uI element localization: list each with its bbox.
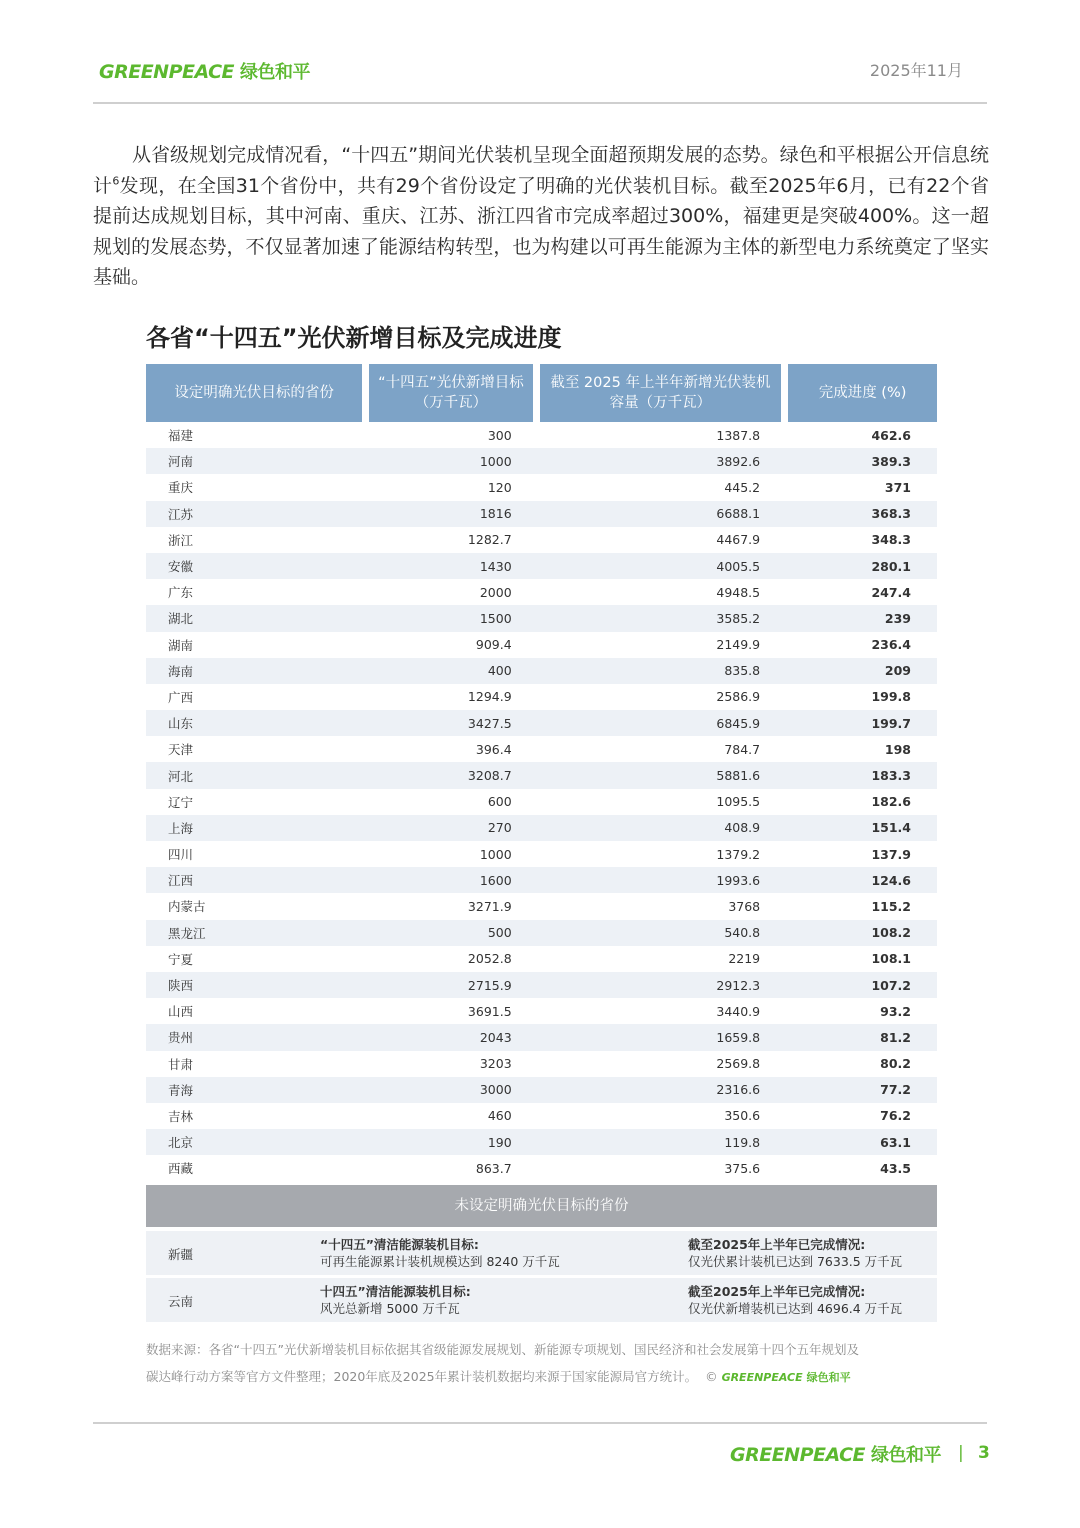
target-cell: 3000 (369, 1077, 539, 1103)
province-cell: 江西 (146, 867, 369, 893)
table-row (146, 579, 937, 605)
province-cell: 四川 (146, 841, 369, 867)
table-row (146, 946, 937, 972)
target-cell: 909.4 (369, 632, 539, 658)
paragraph-text-2: 发现，在全国31个省份中，共有29个省份设定了明确的光伏装机目标。截至2025年6月，已有22个省提前达成规划目标，其中河南、重庆、江苏、浙江四省市完成率超过300%，福建更是突破400%。这一超规划的发展态势，不仅显著加速了能源结构转型，也为构建以可再生能源为主体的新型电力系统奠定了坚实基础。 (93, 174, 989, 288)
source-line-1: 数据来源：各省“十四五”光伏新增装机目标依据其省级能源发展规划、新能源专项规划、国民经济和社会发展第十四个五年规划及 (146, 1342, 859, 1357)
footer-logo-cn: 绿色和平 (871, 1445, 942, 1466)
province-cell: 海南 (146, 658, 369, 684)
province-cell: 湖北 (146, 605, 369, 631)
installed-cell: 6688.1 (540, 501, 788, 527)
installed-cell: 3892.6 (540, 448, 788, 474)
province-cell: 青海 (146, 1077, 369, 1103)
installed-cell: 2219 (540, 946, 788, 972)
unset-row-yunnan (146, 1278, 937, 1322)
target-cell: 460 (369, 1103, 539, 1129)
installed-cell: 3768 (540, 893, 788, 919)
installed-cell: 3585.2 (540, 605, 788, 631)
target-cell: 396.4 (369, 736, 539, 762)
table-row (146, 1103, 937, 1129)
table-row (146, 658, 937, 684)
col-header-text: 完成进度 (%) (818, 385, 907, 401)
province-cell: 山东 (146, 710, 369, 736)
province-cell: 浙江 (146, 527, 369, 553)
province-cell: 广西 (146, 684, 369, 710)
progress-cell: 389.3 (788, 448, 937, 474)
logo-cn: 绿色和平 (240, 62, 311, 83)
installed-cell: 350.6 (540, 1103, 788, 1129)
unset-target (320, 1283, 471, 1317)
target-cell: 1600 (369, 867, 539, 893)
target-cell: 270 (369, 815, 539, 841)
data-source-note (146, 1336, 946, 1391)
table-row (146, 893, 937, 919)
target-cell: 300 (369, 422, 539, 448)
target-cell: 120 (369, 474, 539, 500)
progress-cell: 280.1 (788, 553, 937, 579)
unset-status (688, 1283, 902, 1317)
table-row (146, 527, 937, 553)
unset-province: 新疆 (168, 1247, 194, 1262)
installed-cell: 2569.8 (540, 1051, 788, 1077)
col-header-province (146, 364, 369, 422)
progress-cell: 199.7 (788, 710, 937, 736)
unset-target-text: 风光总新增 5000 万千瓦 (320, 1301, 460, 1316)
unset-provinces-header: 未设定明确光伏目标的省份 (146, 1185, 937, 1227)
unset-status-title: 截至2025年上半年已完成情况: (688, 1237, 866, 1252)
installed-cell: 4005.5 (540, 553, 788, 579)
progress-cell: 80.2 (788, 1051, 937, 1077)
province-cell: 山西 (146, 998, 369, 1024)
installed-cell: 784.7 (540, 736, 788, 762)
target-cell: 1500 (369, 605, 539, 631)
progress-cell: 124.6 (788, 867, 937, 893)
table-row (146, 422, 937, 448)
progress-cell: 63.1 (788, 1129, 937, 1155)
target-cell: 1816 (369, 501, 539, 527)
table-row (146, 972, 937, 998)
mini-greenpeace-logo (722, 1371, 851, 1384)
province-cell: 广东 (146, 579, 369, 605)
table-row (146, 684, 937, 710)
footer-separator: | (958, 1443, 964, 1463)
table-row (146, 920, 937, 946)
province-cell: 内蒙古 (146, 893, 369, 919)
target-cell: 1294.9 (369, 684, 539, 710)
table-row (146, 867, 937, 893)
target-cell: 400 (369, 658, 539, 684)
progress-cell: 137.9 (788, 841, 937, 867)
unset-target-text: 可再生能源累计装机规模达到 8240 万千瓦 (320, 1254, 560, 1269)
target-cell: 3271.9 (369, 893, 539, 919)
progress-cell: 108.2 (788, 920, 937, 946)
target-cell: 2000 (369, 579, 539, 605)
province-cell: 北京 (146, 1129, 369, 1155)
progress-cell: 43.5 (788, 1155, 937, 1181)
installed-cell: 540.8 (540, 920, 788, 946)
unset-province: 云南 (168, 1294, 194, 1309)
table-row (146, 632, 937, 658)
target-cell: 500 (369, 920, 539, 946)
progress-cell: 239 (788, 605, 937, 631)
col-header-text: 截至 2025 年上半年新增光伏装机 (550, 375, 771, 391)
target-cell: 3203 (369, 1051, 539, 1077)
table-row (146, 553, 937, 579)
progress-cell: 236.4 (788, 632, 937, 658)
installed-cell: 6845.9 (540, 710, 788, 736)
table-row (146, 1129, 937, 1155)
col-header-text: “十四五”光伏新增目标 (378, 375, 524, 391)
progress-cell: 151.4 (788, 815, 937, 841)
footnote-marker[interactable]: 6 (112, 174, 120, 188)
target-cell: 3427.5 (369, 710, 539, 736)
installed-cell: 4948.5 (540, 579, 788, 605)
province-cell: 福建 (146, 422, 369, 448)
table-row (146, 815, 937, 841)
target-cell: 2052.8 (369, 946, 539, 972)
progress-cell: 115.2 (788, 893, 937, 919)
target-cell: 2715.9 (369, 972, 539, 998)
province-cell: 河北 (146, 762, 369, 788)
progress-cell: 76.2 (788, 1103, 937, 1129)
progress-cell: 368.3 (788, 501, 937, 527)
province-cell: 天津 (146, 736, 369, 762)
installed-cell: 835.8 (540, 658, 788, 684)
table-row (146, 998, 937, 1024)
table-row (146, 736, 937, 762)
installed-cell: 119.8 (540, 1129, 788, 1155)
province-progress-table (146, 364, 937, 1181)
province-cell: 贵州 (146, 1024, 369, 1050)
logo-en: GREENPEACE (99, 61, 235, 83)
target-cell: 1000 (369, 841, 539, 867)
col-header-text: 设定明确光伏目标的省份 (174, 385, 334, 401)
installed-cell: 4467.9 (540, 527, 788, 553)
table-row (146, 1155, 937, 1181)
unset-status-text: 仅光伏累计装机已达到 7633.5 万千瓦 (688, 1254, 903, 1269)
progress-cell: 371 (788, 474, 937, 500)
col-header-text: （万千瓦） (414, 395, 488, 411)
progress-cell: 209 (788, 658, 937, 684)
progress-cell: 247.4 (788, 579, 937, 605)
greenpeace-logo (99, 58, 310, 84)
target-cell: 1430 (369, 553, 539, 579)
body-paragraph (93, 140, 989, 293)
progress-cell: 81.2 (788, 1024, 937, 1050)
col-header-installed (540, 364, 788, 422)
target-cell: 2043 (369, 1024, 539, 1050)
province-cell: 辽宁 (146, 789, 369, 815)
progress-cell: 198 (788, 736, 937, 762)
installed-cell: 2586.9 (540, 684, 788, 710)
unset-status (688, 1236, 902, 1270)
target-cell: 1000 (369, 448, 539, 474)
footer-divider (93, 1422, 987, 1424)
table-row (146, 448, 937, 474)
installed-cell: 2912.3 (540, 972, 788, 998)
progress-cell: 108.1 (788, 946, 937, 972)
table-row (146, 841, 937, 867)
installed-cell: 1379.2 (540, 841, 788, 867)
target-cell: 3691.5 (369, 998, 539, 1024)
page-header (95, 54, 987, 88)
province-cell: 黑龙江 (146, 920, 369, 946)
installed-cell: 2316.6 (540, 1077, 788, 1103)
target-cell: 600 (369, 789, 539, 815)
paragraph-text-1: 从省级规划完成情况看，“十四五”期间光伏装机呈现全面超预期发展的态势。绿色和平根据公开信息统计 (93, 144, 989, 197)
province-cell: 安徽 (146, 553, 369, 579)
province-cell: 河南 (146, 448, 369, 474)
table-row (146, 1077, 937, 1103)
installed-cell: 408.9 (540, 815, 788, 841)
table-row (146, 710, 937, 736)
footer-logo-en: GREENPEACE (730, 1444, 866, 1466)
table-row (146, 789, 937, 815)
installed-cell: 1659.8 (540, 1024, 788, 1050)
footer-greenpeace-logo (730, 1441, 941, 1467)
report-date: 2025年11月 (869, 61, 963, 80)
installed-cell: 1387.8 (540, 422, 788, 448)
target-cell: 863.7 (369, 1155, 539, 1181)
col-header-progress (788, 364, 937, 422)
table-row (146, 1024, 937, 1050)
col-header-target (369, 364, 539, 422)
table-row (146, 474, 937, 500)
unset-target-title: 十四五”清洁能源装机目标: (320, 1284, 471, 1299)
progress-cell: 199.8 (788, 684, 937, 710)
table-row (146, 605, 937, 631)
unset-row-xinjiang (146, 1231, 937, 1275)
installed-cell: 2149.9 (540, 632, 788, 658)
progress-cell: 348.3 (788, 527, 937, 553)
table-header-row (146, 364, 937, 422)
progress-cell: 93.2 (788, 998, 937, 1024)
target-cell: 190 (369, 1129, 539, 1155)
page-number: 3 (978, 1443, 990, 1463)
progress-cell: 107.2 (788, 972, 937, 998)
target-cell: 1282.7 (369, 527, 539, 553)
province-cell: 吉林 (146, 1103, 369, 1129)
installed-cell: 3440.9 (540, 998, 788, 1024)
installed-cell: 1095.5 (540, 789, 788, 815)
table-row (146, 1051, 937, 1077)
header-divider (93, 102, 987, 104)
province-cell: 陕西 (146, 972, 369, 998)
progress-cell: 462.6 (788, 422, 937, 448)
unset-target (320, 1236, 560, 1270)
table-row (146, 501, 937, 527)
province-cell: 宁夏 (146, 946, 369, 972)
installed-cell: 375.6 (540, 1155, 788, 1181)
col-header-text: 容量（万千瓦） (609, 395, 712, 411)
province-cell: 江苏 (146, 501, 369, 527)
mini-logo-cn: 绿色和平 (806, 1371, 851, 1384)
province-cell: 甘肃 (146, 1051, 369, 1077)
unset-target-title: “十四五”清洁能源装机目标: (320, 1237, 479, 1252)
province-cell: 上海 (146, 815, 369, 841)
table-row (146, 762, 937, 788)
province-cell: 湖南 (146, 632, 369, 658)
unset-status-text: 仅光伏新增装机已达到 4696.4 万千瓦 (688, 1301, 903, 1316)
progress-cell: 77.2 (788, 1077, 937, 1103)
source-line-2: 碳达峰行动方案等官方文件整理；2020年底及2025年累计装机数据均来源于国家能源局官方统计。 (146, 1369, 698, 1384)
table-body (146, 422, 937, 1181)
province-cell: 重庆 (146, 474, 369, 500)
installed-cell: 1993.6 (540, 867, 788, 893)
copyright-symbol: © (705, 1369, 718, 1384)
table-title: 各省“十四五”光伏新增目标及完成进度 (146, 324, 562, 352)
unset-status-title: 截至2025年上半年已完成情况: (688, 1284, 866, 1299)
target-cell: 3208.7 (369, 762, 539, 788)
installed-cell: 445.2 (540, 474, 788, 500)
progress-cell: 183.3 (788, 762, 937, 788)
installed-cell: 5881.6 (540, 762, 788, 788)
province-cell: 西藏 (146, 1155, 369, 1181)
mini-logo-en: GREENPEACE (721, 1371, 803, 1384)
progress-cell: 182.6 (788, 789, 937, 815)
